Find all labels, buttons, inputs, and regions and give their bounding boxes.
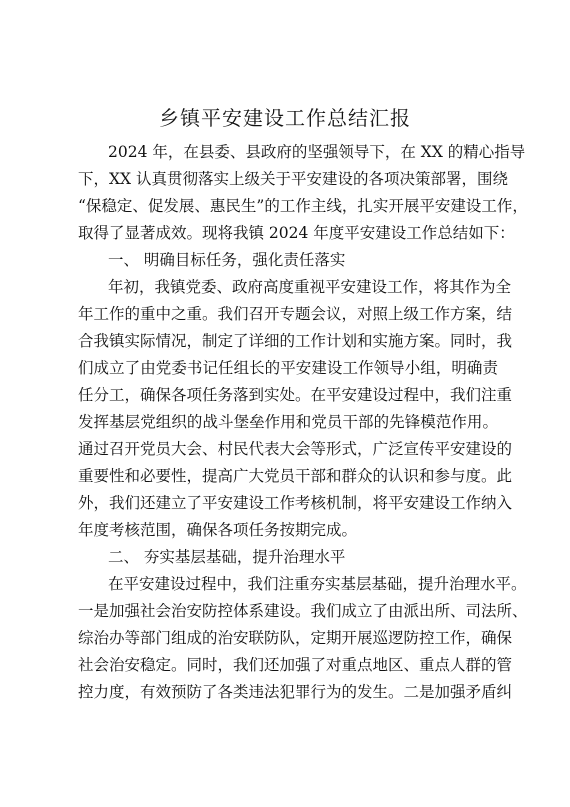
- section2-line-1: 在平安建设过程中，我们注重夯实基层基础，提升治理水平。: [108, 575, 527, 593]
- section1-line-9: 外，我们还建立了平安建设工作考核机制，将平安建设工作纳入: [78, 494, 513, 512]
- intro-line-2: 下，XX 认真贯彻落实上级关于平安建设的各项决策部署，围绕: [78, 170, 508, 188]
- section1-heading: 一、 明确目标任务，强化责任落实: [108, 251, 346, 269]
- section2-line-3: 综治办等部门组成的治安联防队，定期开展巡逻防控工作，确保: [78, 629, 513, 647]
- section1-line-2: 年工作的重中之重。我们召开专题会议，对照上级工作方案，结: [78, 305, 513, 323]
- section1-line-6: 发挥基层党组织的战斗堡垒作用和党员干部的先锋模范作用。: [78, 413, 498, 431]
- section1-line-3: 合我镇实际情况，制定了详细的工作计划和实施方案。同时，我: [78, 332, 513, 350]
- section2-line-5: 控力度，有效预防了各类违法犯罪行为的发生。二是加强矛盾纠: [78, 683, 513, 701]
- section1-line-1: 年初，我镇党委、政府高度重视平安建设工作，将其作为全: [108, 278, 512, 296]
- section2-line-2: 一是加强社会治安防控体系建设。我们成立了由派出所、司法所、: [78, 602, 528, 620]
- section1-line-4: 们成立了由党委书记任组长的平安建设工作领导小组，明确责: [78, 359, 498, 377]
- section1-line-10: 年度考核范围，确保各项任务按期完成。: [78, 521, 358, 539]
- intro-line-4: 取得了显著成效。现将我镇 2024 年度平安建设工作总结如下：: [78, 224, 515, 242]
- section1-line-8: 重要性和必要性，提高广大党员干部和群众的认识和参与度。此: [78, 467, 513, 485]
- intro-line-1: 2024 年，在县委、县政府的坚强领导下，在 XX 的精心指导: [108, 143, 526, 161]
- intro-line-3: “保稳定、促发展、惠民生”的工作主线，扎实开展平安建设工作，: [78, 197, 528, 215]
- section2-heading: 二、 夯实基层基础，提升治理水平: [108, 548, 346, 566]
- section1-line-7: 通过召开党员大会、村民代表大会等形式，广泛宣传平安建设的: [78, 440, 513, 458]
- section1-line-5: 任分工，确保各项任务落到实处。在平安建设过程中，我们注重: [78, 386, 513, 404]
- document-title: 乡镇平安建设工作总结汇报: [159, 106, 411, 130]
- section2-line-4: 社会治安稳定。同时，我们还加强了对重点地区、重点人群的管: [78, 656, 513, 674]
